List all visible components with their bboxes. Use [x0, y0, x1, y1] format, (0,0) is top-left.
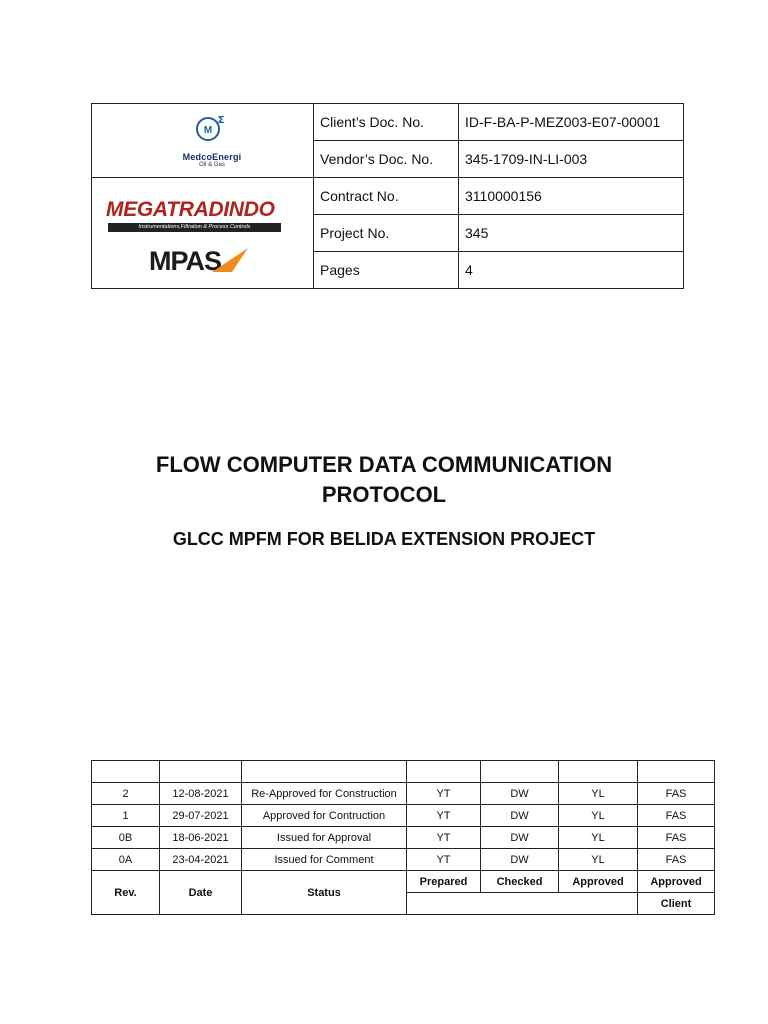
svg-text:M: M [203, 125, 213, 136]
checked-cell: DW [481, 805, 559, 827]
prepared-cell: YT [407, 805, 481, 827]
pages-value: 4 [459, 252, 684, 289]
mpas-swoosh-icon [210, 246, 250, 274]
contract-label: Contract No. [314, 178, 459, 215]
client-header: Client [638, 893, 715, 915]
rev-cell: 0B [92, 827, 160, 849]
title-line-1: FLOW COMPUTER DATA COMMUNICATION [155, 452, 613, 477]
status-cell: Approved for Contruction [242, 805, 407, 827]
client-cell: FAS [638, 849, 715, 871]
revision-table [91, 760, 715, 915]
vendor-logo-cell [92, 178, 314, 289]
revision-row [92, 849, 715, 871]
client-doc-value: ID-F-BA-P-MEZ003-E07-00001 [459, 104, 684, 141]
status-cell: Re-Approved for Construction [242, 783, 407, 805]
mpas-logo: MPAS [149, 246, 222, 276]
date-cell: 12-08-2021 [160, 783, 242, 805]
project-value: 345 [459, 215, 684, 252]
approved-header: Approved [559, 871, 638, 893]
megatradindo-logo: MEGATRADINDO [106, 198, 275, 221]
revision-row [92, 827, 715, 849]
medco-logo-icon [195, 113, 225, 143]
prepared-header: Prepared [407, 871, 481, 893]
client-logo-cell [92, 104, 314, 178]
date-cell: 23-04-2021 [160, 849, 242, 871]
contract-value: 3110000156 [459, 178, 684, 215]
document-title [0, 450, 768, 510]
date-header: Date [160, 871, 242, 915]
revision-header-row [92, 871, 715, 893]
status-cell: Issued for Comment [242, 849, 407, 871]
rev-cell: 0A [92, 849, 160, 871]
document-subtitle: GLCC MPFM FOR BELIDA EXTENSION PROJECT [172, 529, 596, 549]
client-cell: FAS [638, 783, 715, 805]
approved-cell: YL [559, 849, 638, 871]
checked-header: Checked [481, 871, 559, 893]
checked-cell: DW [481, 827, 559, 849]
client-logo-name: MedcoEnergi [182, 152, 242, 162]
client-cell: FAS [638, 805, 715, 827]
revision-row [92, 805, 715, 827]
client-cell: FAS [638, 827, 715, 849]
checked-cell: DW [481, 849, 559, 871]
client-approved-header: Approved [638, 871, 715, 893]
approved-cell: YL [559, 805, 638, 827]
revision-blank-row [92, 761, 715, 783]
svg-text:Σ: Σ [217, 115, 225, 126]
signature-blank-cell [407, 893, 638, 915]
prepared-cell: YT [407, 849, 481, 871]
client-logo-subtitle: Oil & Gas [199, 162, 225, 168]
megatradindo-tagline: Instrumentations,Filtration & Process Controls [108, 223, 281, 232]
vendor-doc-label: Vendor’s Doc. No. [314, 141, 459, 178]
revision-row [92, 783, 715, 805]
approved-cell: YL [559, 827, 638, 849]
checked-cell: DW [481, 783, 559, 805]
document-header-table [91, 103, 684, 289]
status-header: Status [242, 871, 407, 915]
status-cell: Issued for Approval [242, 827, 407, 849]
title-line-2: PROTOCOL [321, 482, 447, 507]
pages-label: Pages [314, 252, 459, 289]
project-label: Project No. [314, 215, 459, 252]
prepared-cell: YT [407, 783, 481, 805]
vendor-doc-value: 345-1709-IN-LI-003 [459, 141, 684, 178]
client-doc-label: Client’s Doc. No. [314, 104, 459, 141]
date-cell: 18-06-2021 [160, 827, 242, 849]
rev-header: Rev. [92, 871, 160, 915]
date-cell: 29-07-2021 [160, 805, 242, 827]
approved-cell: YL [559, 783, 638, 805]
rev-cell: 2 [92, 783, 160, 805]
rev-cell: 1 [92, 805, 160, 827]
prepared-cell: YT [407, 827, 481, 849]
